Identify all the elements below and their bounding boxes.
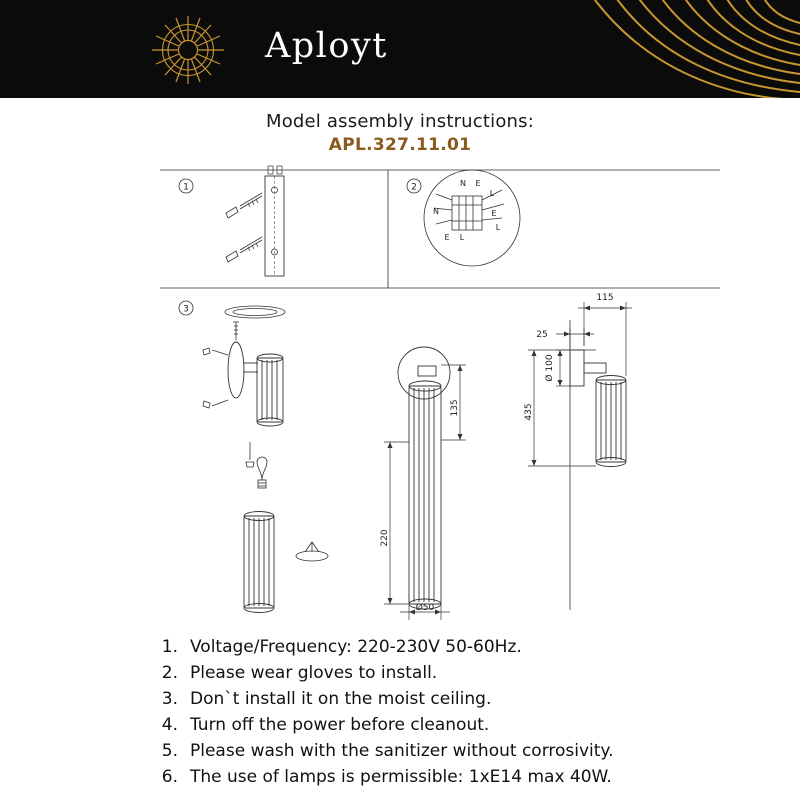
note-text: Please wear gloves to install.	[190, 663, 438, 683]
dim-d100-label: Ø 100	[545, 354, 555, 382]
front-tube	[409, 381, 441, 609]
note-item	[152, 636, 792, 658]
note-item	[152, 740, 792, 762]
assembled-lamp	[228, 342, 283, 426]
note-item	[152, 688, 792, 710]
dim-d50-label: Ø50	[415, 603, 435, 613]
note-text: The use of lamps is permissible: 1xE14 max 40W.	[190, 767, 612, 787]
note-text: Don`t install it on the moist ceiling.	[190, 689, 492, 709]
note-text: Voltage/Frequency: 220-230V 50-60Hz.	[190, 637, 522, 657]
terminal-label-l-right: L	[495, 223, 501, 232]
terminal-label-n-top: N	[460, 179, 466, 188]
dim-115-label: 115	[596, 293, 614, 303]
brand-title: Aployt	[265, 26, 388, 66]
cover-ring	[225, 306, 285, 318]
note-item	[152, 662, 792, 684]
note-item	[152, 714, 792, 736]
page-title: Model assembly instructions:	[265, 111, 535, 132]
note-number: 6.	[161, 767, 178, 787]
terminal-label-e-bottom: E	[444, 233, 450, 242]
side-arm	[584, 363, 606, 373]
dim-220-group	[384, 442, 409, 604]
dim-115-group	[578, 302, 632, 376]
dim-135-label: 135	[450, 399, 460, 417]
instruction-notes	[152, 636, 792, 792]
dim-25-group	[556, 328, 594, 348]
dim-435-group	[528, 350, 596, 466]
step-3-group	[179, 301, 328, 613]
note-number: 1.	[161, 637, 178, 657]
note-text: Please wash with the sanitizer without corrosivity.	[190, 741, 614, 761]
front-elevation-group	[380, 347, 466, 620]
assembly-diagram	[0, 160, 800, 620]
dim-220-label: 220	[380, 529, 390, 547]
sunburst-logo-icon	[145, 14, 231, 86]
backplate-screws	[203, 348, 228, 408]
note-text: Turn off the power before cleanout.	[190, 715, 490, 735]
terminal-label-e-top: E	[475, 179, 481, 188]
cover-screw	[233, 322, 239, 340]
corner-ray-fan-icon	[500, 0, 800, 98]
step-1-group	[179, 166, 284, 276]
side-tube	[596, 376, 626, 467]
header-banner	[0, 0, 800, 98]
side-elevation-group	[524, 293, 632, 610]
mount-accessory	[296, 542, 328, 561]
terminal-label-e-right: E	[491, 209, 497, 218]
front-arm	[418, 366, 436, 376]
terminal-block	[452, 196, 482, 230]
step-2-number: 2	[411, 182, 417, 193]
shade-part	[244, 512, 274, 613]
note-number: 3.	[161, 689, 178, 709]
side-backplate	[570, 350, 584, 386]
wiring-detail-circle	[424, 170, 520, 266]
terminal-label-l-bottom: L	[459, 233, 465, 242]
note-number: 2.	[161, 663, 178, 683]
note-number: 4.	[161, 715, 178, 735]
dim-25-label: 25	[536, 330, 548, 340]
model-code: APL.327.11.01	[328, 135, 472, 155]
bulb-part	[246, 442, 267, 488]
note-number: 5.	[161, 741, 178, 761]
step-1-number: 1	[183, 182, 189, 193]
dim-435-label: 435	[524, 403, 534, 421]
screw-lower	[226, 237, 262, 262]
step-2-group	[407, 170, 520, 266]
dim-d100-group	[556, 350, 570, 386]
step-3-number: 3	[183, 304, 189, 315]
note-item	[152, 766, 792, 788]
terminal-label-l-top: L	[489, 189, 495, 198]
screw-upper	[226, 193, 262, 218]
terminal-label-n-bottom: N	[433, 207, 439, 216]
